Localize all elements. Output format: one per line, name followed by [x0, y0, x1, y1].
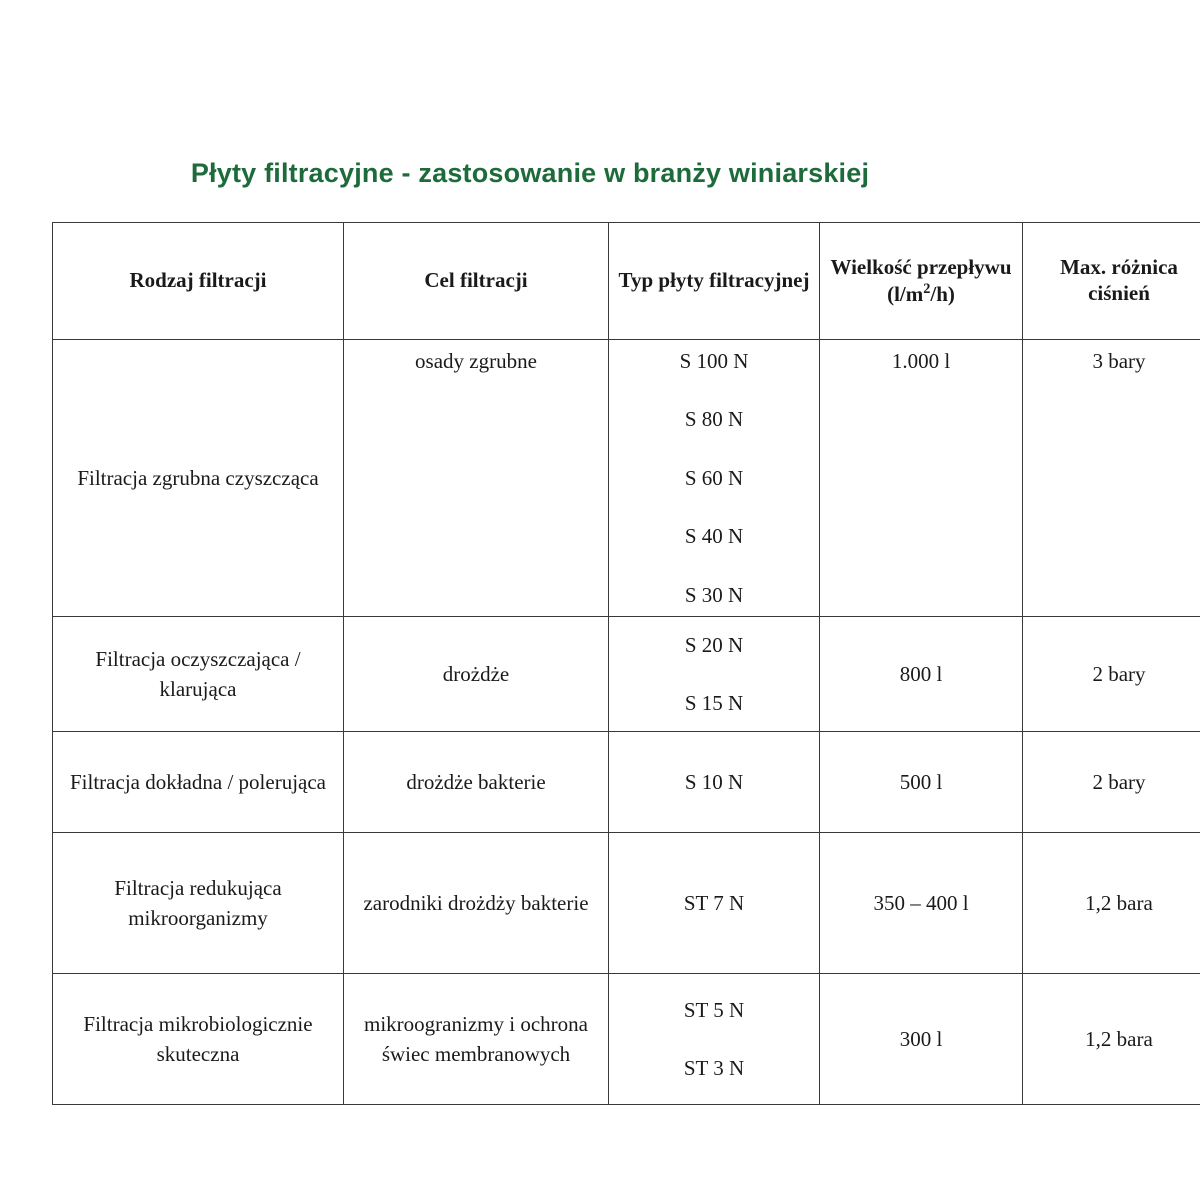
text-line: 500 l — [899, 769, 943, 794]
text-line: czyszcząca — [225, 465, 319, 490]
cell-rodzaj-filtracji — [53, 974, 344, 1105]
cell-max-roznica-cisnien — [1023, 974, 1200, 1105]
text-line: Filtracja dokładna / — [70, 769, 234, 794]
text-line: skuteczna — [156, 1042, 240, 1067]
page-title: Płyty filtracyjne - zastosowanie w branży winiarskiej — [190, 158, 870, 188]
cell-max-roznica-cisnien — [1023, 732, 1200, 833]
text-line: 1,2 bara — [1085, 890, 1153, 915]
column-header-cisnien-line1: Max. różnica — [1060, 255, 1178, 280]
unit-superscript: 2 — [923, 280, 931, 297]
cell-wielkosc-przeplywu — [820, 617, 1023, 732]
table-row — [53, 340, 1200, 617]
text-line: S 60 N — [684, 465, 744, 490]
table-header — [53, 223, 1200, 340]
text-line: drożdże — [442, 661, 510, 686]
unit-prefix: (l/m — [887, 281, 924, 306]
unit-suffix: /h) — [930, 281, 955, 306]
text-line: ST 3 N — [683, 1056, 745, 1081]
text-line: Filtracja oczyszczająca / — [95, 646, 301, 671]
text-line: drożdże — [406, 769, 473, 794]
cell-typ-plyty — [609, 974, 820, 1105]
text-line: S 10 N — [684, 769, 744, 794]
cell-rodzaj-filtracji — [53, 732, 344, 833]
table-row — [53, 617, 1200, 732]
text-line: 2 bary — [1092, 769, 1146, 794]
text-line: 800 l — [899, 661, 943, 686]
text-line: klarująca — [159, 677, 237, 702]
cell-max-roznica-cisnien — [1023, 833, 1200, 974]
cell-wielkosc-przeplywu — [820, 833, 1023, 974]
cell-typ-plyty — [609, 617, 820, 732]
cell-rodzaj-filtracji — [53, 617, 344, 732]
column-header-max-roznica-cisnien — [1023, 223, 1200, 340]
table-header-row — [53, 223, 1200, 340]
text-line: Filtracja zgrubna — [77, 465, 221, 490]
column-header-wielkosc-line3 — [887, 282, 955, 306]
column-header-rodzaj-filtracji: Rodzaj filtracji — [53, 223, 344, 340]
text-line: S 100 N — [679, 349, 749, 373]
text-line: 350 – 400 l — [873, 890, 969, 915]
text-line: 3 bary — [1092, 349, 1146, 373]
text-line: mikroogranizmy — [364, 1011, 504, 1036]
cell-rodzaj-filtracji — [53, 833, 344, 974]
cell-typ-plyty — [609, 732, 820, 833]
cell-typ-plyty — [609, 833, 820, 974]
column-header-typ-plyty — [609, 223, 820, 340]
cell-rodzaj-filtracji — [53, 340, 344, 617]
text-line: 300 l — [899, 1026, 943, 1051]
text-line: membranowych — [434, 1042, 571, 1067]
column-header-typ-plyty-line1: Typ płyty — [618, 268, 704, 293]
column-header-cisnien-line2: ciśnień — [1088, 281, 1150, 305]
text-line: 1.000 l — [891, 349, 951, 373]
text-line: Filtracja — [83, 1011, 154, 1036]
column-header-wielkosc-line1: Wielkość — [830, 254, 912, 279]
table-body — [53, 340, 1200, 1105]
cell-cel-filtracji — [344, 974, 609, 1105]
text-line: osady zgrubne — [415, 349, 537, 373]
text-line: mikrobiologicznie — [158, 1011, 313, 1036]
table-row — [53, 732, 1200, 833]
text-line: mikroorganizmy — [128, 906, 268, 931]
cell-wielkosc-przeplywu — [820, 974, 1023, 1105]
table-row — [53, 833, 1200, 974]
text-line: ST 7 N — [683, 890, 745, 915]
text-line: Filtracja redukująca — [114, 875, 282, 900]
text-line: polerująca — [238, 769, 326, 794]
text-line: 1,2 bara — [1085, 1026, 1153, 1051]
text-line: i ochrona świec — [381, 1011, 588, 1067]
cell-cel-filtracji — [344, 732, 609, 833]
cell-wielkosc-przeplywu — [820, 340, 1023, 617]
filtration-table — [52, 222, 1200, 1105]
column-header-wielkosc-przeplywu — [820, 223, 1023, 340]
text-line: zarodniki drożdży — [363, 890, 516, 915]
cell-cel-filtracji — [344, 833, 609, 974]
column-header-cel-filtracji: Cel filtracji — [344, 223, 609, 340]
text-line: bakterie — [520, 890, 589, 915]
cell-cel-filtracji — [344, 617, 609, 732]
cell-cel-filtracji — [344, 340, 609, 617]
cell-max-roznica-cisnien — [1023, 340, 1200, 617]
text-line: 2 bary — [1092, 661, 1146, 686]
filtration-table-wrapper — [52, 222, 1178, 1105]
text-line: ST 5 N — [683, 997, 745, 1022]
text-line: S 15 N — [684, 691, 744, 716]
cell-max-roznica-cisnien — [1023, 617, 1200, 732]
text-line: S 40 N — [684, 524, 744, 549]
table-row — [53, 974, 1200, 1105]
cell-typ-plyty — [609, 340, 820, 617]
column-header-wielkosc-line2: przepływu — [917, 254, 1012, 279]
column-header-typ-plyty-line2: filtracyjnej — [709, 268, 810, 293]
text-line: bakterie — [478, 769, 546, 794]
text-line: S 30 N — [684, 582, 744, 607]
text-line: S 20 N — [684, 632, 744, 657]
cell-wielkosc-przeplywu — [820, 732, 1023, 833]
text-line: S 80 N — [684, 407, 744, 432]
